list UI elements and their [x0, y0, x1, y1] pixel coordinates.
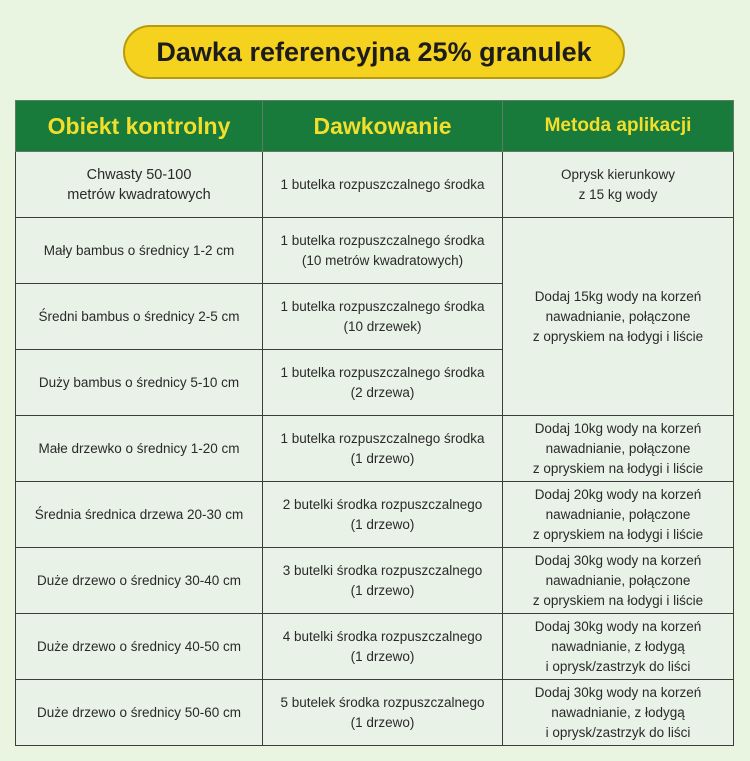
object-cell	[16, 680, 263, 746]
object-cell	[16, 350, 263, 416]
header-object: Obiekt kontrolny	[16, 101, 263, 152]
dose-cell	[263, 350, 503, 416]
cell-line: 2 butelki środka rozpuszczalnego	[282, 496, 483, 512]
cell-line: z opryskiem na łodygi i liście	[532, 592, 704, 608]
header-dose: Dawkowanie	[263, 101, 503, 152]
table-row	[16, 680, 734, 746]
method-cell	[503, 152, 734, 218]
cell-line: metrów kwadratowych	[67, 186, 211, 203]
cell-line: nawadnianie, połączone	[545, 572, 691, 588]
cell-line: Średnia średnica drzewa 20-30 cm	[34, 506, 244, 522]
object-cell	[16, 284, 263, 350]
table-row	[16, 416, 734, 482]
cell-line: 1 butelka rozpuszczalnego środka	[280, 176, 485, 192]
object-cell	[16, 548, 263, 614]
cell-line: 1 butelka rozpuszczalnego środka	[280, 364, 485, 380]
cell-line: 1 butelka rozpuszczalnego środka	[280, 232, 485, 248]
cell-line: nawadnianie, połączone	[545, 506, 691, 522]
dose-cell	[263, 218, 503, 284]
cell-line: z opryskiem na łodygi i liście	[532, 526, 704, 542]
table-row	[16, 152, 734, 218]
cell-line: nawadnianie, połączone	[545, 308, 691, 324]
cell-line: Chwasty 50-100	[86, 166, 192, 183]
object-cell	[16, 218, 263, 284]
cell-line: 4 butelki środka rozpuszczalnego	[282, 628, 483, 644]
cell-line: Duży bambus o średnicy 5-10 cm	[38, 374, 240, 390]
cell-line: Duże drzewo o średnicy 50-60 cm	[36, 704, 242, 720]
object-cell	[16, 416, 263, 482]
cell-line: (10 metrów kwadratowych)	[301, 252, 464, 268]
table-row	[16, 482, 734, 548]
dose-cell	[263, 548, 503, 614]
header-row	[16, 101, 734, 152]
cell-line: i oprysk/zastrzyk do liści	[545, 658, 691, 674]
method-cell	[503, 218, 734, 416]
cell-line: z opryskiem na łodygi i liście	[532, 460, 704, 476]
object-cell	[16, 152, 263, 218]
cell-line: (1 drzewo)	[350, 582, 415, 598]
dose-cell	[263, 680, 503, 746]
cell-line: (1 drzewo)	[350, 648, 415, 664]
dose-cell	[263, 152, 503, 218]
cell-line: Dodaj 30kg wody na korzeń	[534, 684, 702, 700]
table-row	[16, 548, 734, 614]
cell-line: Dodaj 15kg wody na korzeń	[534, 288, 702, 304]
cell-line: nawadnianie, z łodygą	[551, 638, 685, 654]
dose-cell	[263, 482, 503, 548]
method-cell	[503, 482, 734, 548]
table-row	[16, 218, 734, 284]
cell-line: 3 butelki środka rozpuszczalnego	[282, 562, 483, 578]
cell-line: Oprysk kierunkowy	[560, 166, 676, 182]
cell-line: Mały bambus o średnicy 1-2 cm	[43, 242, 235, 258]
cell-line: Duże drzewo o średnicy 30-40 cm	[36, 572, 242, 588]
cell-line: 1 butelka rozpuszczalnego środka	[280, 298, 485, 314]
cell-line: Dodaj 20kg wody na korzeń	[534, 486, 702, 502]
cell-line: (2 drzewa)	[350, 384, 415, 400]
object-cell	[16, 614, 263, 680]
cell-line: Duże drzewo o średnicy 40-50 cm	[36, 638, 242, 654]
method-cell	[503, 548, 734, 614]
method-cell	[503, 680, 734, 746]
method-cell	[503, 416, 734, 482]
cell-line: (1 drzewo)	[350, 450, 415, 466]
cell-line: z 15 kg wody	[578, 186, 658, 202]
cell-line: Dodaj 30kg wody na korzeń	[534, 618, 702, 634]
header-method: Metoda aplikacji	[503, 101, 734, 152]
dose-cell	[263, 614, 503, 680]
page-title: Dawka referencyjna 25% granulek	[123, 25, 625, 79]
dose-cell	[263, 416, 503, 482]
cell-line: (1 drzewo)	[350, 516, 415, 532]
dose-cell	[263, 284, 503, 350]
cell-line: Średni bambus o średnicy 2-5 cm	[38, 308, 240, 324]
cell-line: 5 butelek środka rozpuszczalnego	[280, 694, 485, 710]
cell-line: Dodaj 30kg wody na korzeń	[534, 552, 702, 568]
cell-line: (1 drzewo)	[350, 714, 415, 730]
cell-line: Małe drzewko o średnicy 1-20 cm	[38, 440, 240, 456]
cell-line: nawadnianie, połączone	[545, 440, 691, 456]
dosage-table	[15, 100, 734, 746]
cell-line: i oprysk/zastrzyk do liści	[545, 724, 691, 740]
cell-line: (10 drzewek)	[343, 318, 422, 334]
object-cell	[16, 482, 263, 548]
table-row	[16, 614, 734, 680]
method-cell	[503, 614, 734, 680]
cell-line: 1 butelka rozpuszczalnego środka	[280, 430, 485, 446]
cell-line: z opryskiem na łodygi i liście	[532, 328, 704, 344]
cell-line: nawadnianie, z łodygą	[551, 704, 685, 720]
cell-line: Dodaj 10kg wody na korzeń	[534, 420, 702, 436]
